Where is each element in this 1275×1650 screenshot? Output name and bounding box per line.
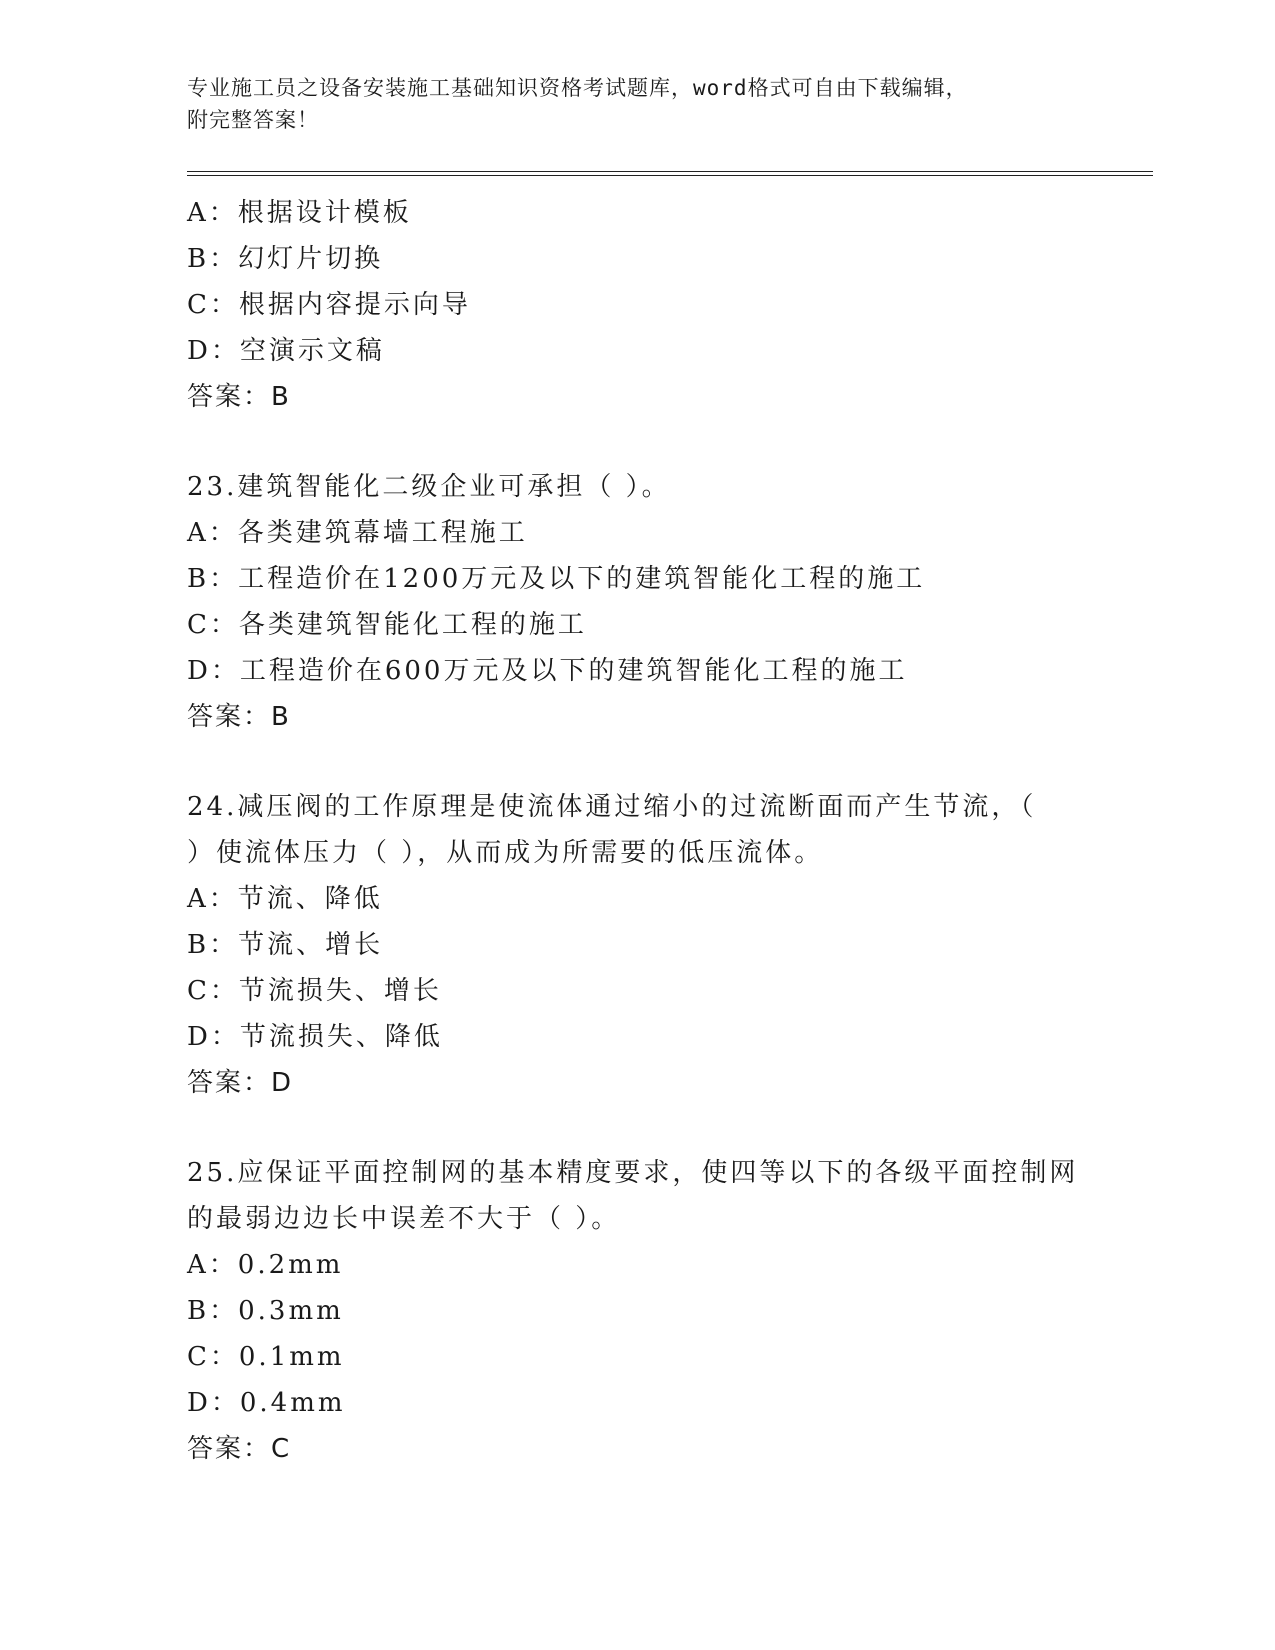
question-list [187, 190, 1087, 1472]
header-line-1: 专业施工员之设备安装施工基础知识资格考试题库，word格式可自由下载编辑， [187, 76, 968, 100]
question-text: 23.建筑智能化二级企业可承担（ ）。 [187, 472, 671, 502]
option-c: C：各类建筑智能化工程的施工 [187, 610, 587, 640]
option-b: B：节流、增长 [187, 930, 384, 960]
option-a: A：根据设计模板 [187, 198, 412, 228]
option-d: D：节流损失、降低 [187, 1022, 443, 1052]
question-block-24 [187, 784, 1087, 1106]
option-b: B：工程造价在1200万元及以下的建筑智能化工程的施工 [187, 564, 926, 594]
header-rule-bottom [187, 175, 1153, 176]
option-a: A：各类建筑幕墙工程施工 [187, 518, 528, 548]
answer: 答案：D [187, 1068, 294, 1098]
option-b: B：0.3mm [187, 1296, 344, 1326]
header-line-2: 附完整答案！ [187, 108, 319, 132]
option-c: C：根据内容提示向导 [187, 290, 471, 320]
option-a: A：0.2mm [187, 1250, 344, 1280]
option-c: C：节流损失、增长 [187, 976, 442, 1006]
option-d: D：空演示文稿 [187, 336, 385, 366]
header-rule-top [187, 171, 1153, 172]
question-block-25 [187, 1150, 1087, 1472]
question-text: 25.应保证平面控制网的基本精度要求，使四等以下的各级平面控制网 [187, 1158, 1079, 1188]
question-block-22 [187, 190, 1087, 420]
question-block-23 [187, 464, 1087, 740]
answer: 答案：B [187, 382, 291, 412]
question-text-continued: 的最弱边边长中误差不大于（ ）。 [187, 1204, 621, 1234]
answer: 答案：B [187, 702, 291, 732]
option-b: B：幻灯片切换 [187, 244, 384, 274]
document-header [187, 72, 1087, 136]
option-d: D：0.4mm [187, 1388, 346, 1418]
option-c: C：0.1mm [187, 1342, 345, 1372]
option-a: A：节流、降低 [187, 884, 383, 914]
option-d: D：工程造价在600万元及以下的建筑智能化工程的施工 [187, 656, 908, 686]
question-text-continued: ）使流体压力（ ），从而成为所需要的低压流体。 [187, 838, 824, 868]
question-text: 24.减压阀的工作原理是使流体通过缩小的过流断面而产生节流，（ [187, 792, 1037, 822]
answer: 答案：C [187, 1434, 292, 1464]
